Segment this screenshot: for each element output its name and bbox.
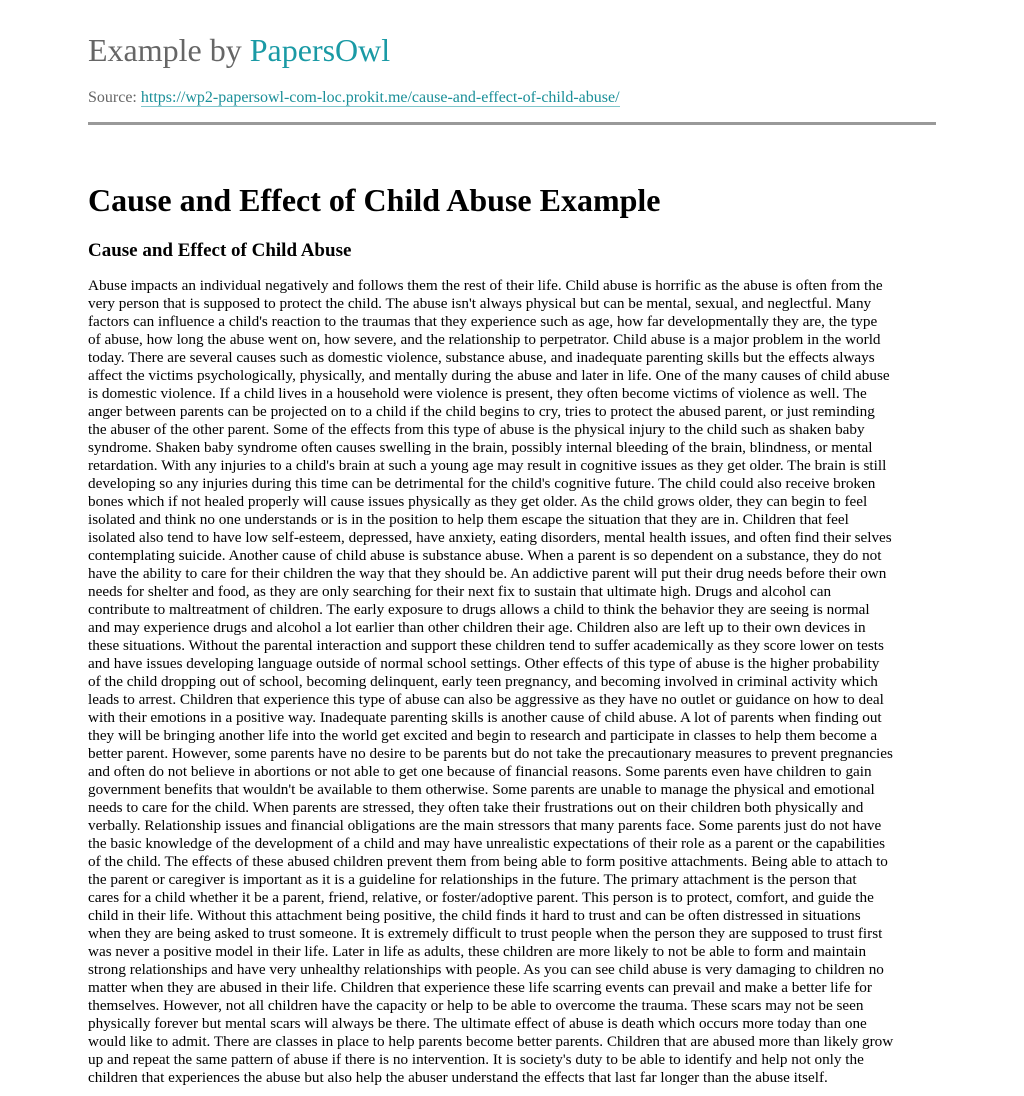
body-text-line: government benefits that wouldn't be available to them otherwise. Some parents are unable to manage the physical and emotional [88, 781, 875, 798]
body-text-line: themselves. However, not all children have the capacity or help to be able to overcome the trauma. These scars may not be seen [88, 997, 864, 1014]
body-text-line: of abuse, how long the abuse went on, how severe, and the relationship to perpetrator. Child abuse is a major problem in the world [88, 331, 881, 348]
body-text-line: up and repeat the same pattern of abuse if there is no intervention. It is society's duty to be able to identify and help not only the [88, 1051, 864, 1068]
source-link[interactable]: https://wp2-papersowl-com-loc.prokit.me/cause-and-effect-of-child-abuse/ [140, 89, 620, 106]
body-text-line: leads to arrest. Children that experience this type of abuse can also be aggressive as they have no outlet or guidance on how to deal [88, 691, 884, 708]
body-text-line: children that experiences the abuse but also help the abuser understand the effects that last far longer than the abuse itself. [88, 1069, 828, 1086]
body-text-line: matter when they are abused in their life. Children that experience these life scarring events can prevail and make a better life for [88, 979, 872, 996]
body-text-line: was never a positive model in their life. Later in life as adults, these children are more likely to not be able to form and maintain [88, 943, 867, 960]
header-divider [88, 122, 936, 125]
body-text-line: is domestic violence. If a child lives in a household were violence is present, they often become victims of violence as well. The [88, 385, 867, 402]
body-text-line: factors can influence a child's reaction to the traumas that they experience such as age, how far developmentally they are, the type [88, 313, 878, 330]
body-text-line: with their emotions in a positive way. Inadequate parenting skills is another cause of child abuse. A lot of parents when finding out [88, 709, 882, 726]
brand-header [88, 30, 390, 70]
brand-name: PapersOwl [249, 32, 391, 68]
body-text-line: and have issues developing language outside of normal school settings. Other effects of this type of abuse is the higher probability [88, 655, 880, 672]
body-text-line: Abuse impacts an individual negatively and follows them the rest of their life. Child abuse is horrific as the abuse is often from the [88, 277, 883, 294]
body-text-line: contemplating suicide. Another cause of child abuse is substance abuse. When a parent is so dependent on a substance, they do not [88, 547, 882, 564]
body-text-line: developing so any injuries during this time can be detrimental for the child's cognitive future. The child could also receive broken [88, 475, 876, 492]
source-line [88, 88, 620, 108]
body-text-line: child in their life. Without this attachment being positive, the child finds it hard to trust and can be often distressed in situations [88, 907, 861, 924]
body-text-line: and often do not believe in abortions or not able to get one because of financial reasons. Some parents even have children to gain [88, 763, 872, 780]
body-text-line: cares for a child whether it be a parent, friend, relative, or foster/adoptive parent. This person is to protect, comfort, and guide the [88, 889, 874, 906]
body-text-line: would like to admit. There are classes in place to help parents become better parents. Children that are abused more than likely grow [88, 1033, 894, 1050]
body-text-line: bones which if not healed properly will cause issues physically as they get older. As the child grows older, they can begin to feel [88, 493, 868, 510]
body-text-line: better parent. However, some parents have no desire to be parents but do not take the precautionary measures to prevent pregnancies [88, 745, 893, 762]
body-text-line: and may experience drugs and alcohol a lot earlier than other children their age. Children also are left up to their own devices in [88, 619, 866, 636]
page-title: Cause and Effect of Child Abuse Example [88, 182, 661, 218]
body-text-line: the parent or caregiver is important as it is a guideline for relationships in the future. The primary attachment is the person that [88, 871, 857, 888]
brand-prefix: Example by [88, 32, 250, 68]
body-text-line: physically forever but mental scars will always be there. The ultimate effect of abuse is death which occurs more today than one [88, 1015, 867, 1032]
body-text-line: when they are being asked to trust someone. It is extremely difficult to trust people when the person they are supposed to trust first [88, 925, 883, 942]
source-label: Source: [88, 89, 141, 106]
body-text-line: contribute to maltreatment of children. The early exposure to drugs allows a child to think the behavior they are seeing is normal [88, 601, 870, 618]
body-text-line: today. There are several causes such as domestic violence, substance abuse, and inadequate parenting skills but the effects always [88, 349, 875, 366]
body-text-line: needs to care for the child. When parents are stressed, they often take their frustrations out on their children both physically and [88, 799, 864, 816]
body-text-line: retardation. With any injuries to a child's brain at such a young age may result in cognitive issues as they get older. The brain is still [88, 457, 887, 474]
body-text-line: have the ability to care for their children the way that they should be. An addictive parent will put their drug needs before their own [88, 565, 887, 582]
body-text-line: these situations. Without the parental interaction and support these children tend to suffer academically as they score lower on tests [88, 637, 884, 654]
body-text-line: they will be bringing another life into the world get excited and begin to research and participate in classes to help them become a [88, 727, 878, 744]
body-text-line: anger between parents can be projected on to a child if the child begins to cry, tries to protect the abused parent, or just reminding [88, 403, 875, 420]
body-text-line: the abuser of the other parent. Some of the effects from this type of abuse is the physical injury to the child such as shaken baby [88, 421, 865, 438]
body-text-line: of the child. The effects of these abused children prevent them from being able to form positive attachments. Being able to attach to [88, 853, 888, 870]
body-text-line: very person that is supposed to protect the child. The abuse isn't always physical but can be mental, sexual, and neglectful. Many [88, 295, 872, 312]
section-heading: Cause and Effect of Child Abuse [88, 240, 352, 261]
body-text-line: affect the victims psychologically, physically, and mentally during the abuse and later in life. One of the many causes of child abuse [88, 367, 890, 384]
body-text-line: needs for shelter and food, as they are only searching for their next fix to sustain that ultimate high. Drugs and alcohol can [88, 583, 832, 600]
body-text-line: isolated also tend to have low self-esteem, depressed, have anxiety, eating disorders, mental health issues, and often find their selves [88, 529, 892, 546]
body-text-line: syndrome. Shaken baby syndrome often causes swelling in the brain, possibly internal bleeding of the brain, blindness, or mental [88, 439, 873, 456]
body-text-line: the basic knowledge of the development of a child and may have unrealistic expectations of their role as a parent or the capabilities [88, 835, 886, 852]
body-text-line: strong relationships and have very unhealthy relationships with people. As you can see child abuse is very damaging to children no [88, 961, 884, 978]
body-text-line: of the child dropping out of school, becoming delinquent, early teen pregnancy, and becoming involved in criminal activity which [88, 673, 878, 690]
body-text-line: verbally. Relationship issues and financial obligations are the main stressors that many parents face. Some parents just do not have [88, 817, 882, 834]
essay-body [88, 277, 948, 1087]
body-text-line: isolated and think no one understands or is in the position to help them escape the situation that they are in. Children that feel [88, 511, 849, 528]
